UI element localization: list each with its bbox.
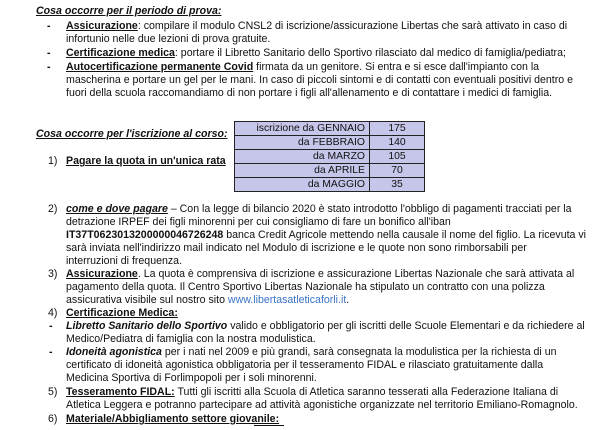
trial-insurance-title: Assicurazione xyxy=(66,20,138,32)
iban-value: IT37T0623013200000046726248 xyxy=(66,229,224,241)
table-row xyxy=(235,178,425,192)
idoneita-line2: certificato di idoneità agonistica obbligatoria per il tesseramento FIDAL e rilasciato gratuitamente dalla xyxy=(66,359,544,371)
trial-medical-title: Certificazione medica xyxy=(66,47,175,59)
trial-covid-line2: mascherina e portare un gel per le mani. In caso di piccoli sintomi e di contatti con eventuali positivi dentro e xyxy=(66,74,574,86)
trial-insurance-line2: infortunio nelle due lezioni di prova gratuite. xyxy=(66,33,271,45)
table-row xyxy=(235,164,425,178)
idoneita-title: Idoneità agonistica xyxy=(66,346,162,358)
fidal-title: Tesseramento FIDAL: xyxy=(66,386,175,398)
materials-title: Materiale/Abbigliamento settore giovanile: xyxy=(66,413,280,425)
section-heading-trial: Cosa occorre per il periodo di prova: xyxy=(36,5,222,17)
table-row xyxy=(235,122,425,136)
libretto-line2: Medico/Pediatra di famiglia con la nostra modulistica. xyxy=(66,333,316,345)
trial-covid-line: Autocertificazione permanente Covid firmata da un genitore. Si entra e si esce dall'impianto con la xyxy=(66,61,540,73)
bullet-dash: - xyxy=(47,20,51,32)
fee-month: iscrizione da GENNAIO xyxy=(235,122,370,136)
bullet-dash: - xyxy=(47,47,51,59)
libretto-line1: Libretto Sanitario dello Sportivo valido e obbligatorio per gli iscritti delle Scuole Elementari e da richiedere al xyxy=(66,320,585,332)
payment-line4: sarà inviata nell'indirizzo mail indicato nel Modulo di iscrizione e le quote non sono rimborsabili per xyxy=(66,242,527,254)
fidal-line2: Atletica Leggera e potranno partecipare ad attività agonistiche organizzate nel territorio Emiliano-Romagnolo. xyxy=(66,399,578,411)
bullet-dash: - xyxy=(47,61,51,73)
item-number: 1) xyxy=(48,155,58,167)
fee-amount: 140 xyxy=(370,136,425,150)
idoneita-line3: Medicina Sportiva di Forlimpopoli per i soli minorenni. xyxy=(66,372,317,384)
item-number: 4) xyxy=(48,307,58,319)
fidal-line1: Tesseramento FIDAL: Tutti gli iscritti alla Scuola di Atletica saranno tesserati alla Federazione Italiana di xyxy=(66,386,559,398)
item-number: 6) xyxy=(48,413,58,425)
fee-month: da APRILE xyxy=(235,164,370,178)
libretto-title: Libretto Sanitario dello Sportivo xyxy=(66,320,228,332)
table-row xyxy=(235,136,425,150)
payment-line5: interruzioni di frequenza. xyxy=(66,255,183,267)
payment-line1: come e dove pagare – Con la legge di bilancio 2020 è stato introdotto l'obbligo di pagamenti tracciati per la xyxy=(66,203,572,215)
fee-month: da MAGGIO xyxy=(235,178,370,192)
insurance-title: Assicurazione xyxy=(66,268,138,280)
trial-covid-line3: fuori della scuola raccomandiamo di non portare i figli all'allenamento e di contattare i medici di famiglia. xyxy=(66,87,553,99)
fee-month: da FEBBRAIO xyxy=(235,136,370,150)
fee-amount: 70 xyxy=(370,164,425,178)
insurance-line3: assicurativa visibile sul nostro sito www.libertasatleticaforli.it. xyxy=(66,294,350,306)
table-row xyxy=(235,150,425,164)
underline-extension xyxy=(254,425,284,426)
trial-medical-line: Certificazione medica: portare il Libretto Sanitario dello Sportivo rilasciato dal medico di famiglia/pediatra; xyxy=(66,47,566,59)
insurance-line1: Assicurazione. La quota è comprensiva di iscrizione e assicurazione Libertas Nazionale che sarà attivata al xyxy=(66,268,575,280)
pay-single-installment: Pagare la quota in un'unica rata xyxy=(66,155,226,167)
insurance-line2: pagamento della quota. Il Centro Sportivo Libertas Nazionale ha stipulato un contratto con una polizza xyxy=(66,281,545,293)
bullet-dash: - xyxy=(49,346,53,358)
bullet-dash: - xyxy=(49,320,53,332)
medical-certification-title: Certificazione Medica: xyxy=(66,307,178,319)
website-link[interactable]: www.libertasatleticaforli.it xyxy=(227,294,347,306)
idoneita-line1: Idoneità agonistica per i nati nel 2009 e più grandi, sarà consegnata la modulistica per la richiesta di un xyxy=(66,346,557,358)
fee-table xyxy=(234,121,425,192)
item-number: 3) xyxy=(48,268,58,280)
section-heading-enrollment: Cosa occorre per l'iscrizione al corso: xyxy=(36,128,228,140)
payment-line3: IT37T0623013200000046726248 banca Credit Agricole mettendo nella causale il nome del figlio. La ricevuta vi xyxy=(66,229,587,241)
item-number: 2) xyxy=(48,203,58,215)
trial-insurance-line: Assicurazione: compilare il modulo CNSL2 di iscrizione/assicurazione Libertas che sarà attivato in caso di xyxy=(66,20,568,32)
fee-amount: 175 xyxy=(370,122,425,136)
payment-title: come e dove pagare xyxy=(66,203,168,215)
fee-month: da MARZO xyxy=(235,150,370,164)
item-number: 5) xyxy=(48,386,58,398)
payment-line2: detrazione IRPEF dei figli minorenni per cui consigliamo di fare un bonifico all'iban xyxy=(66,216,451,228)
trial-covid-title: Autocertificazione permanente Covid xyxy=(66,61,254,73)
fee-amount: 105 xyxy=(370,150,425,164)
fee-amount: 35 xyxy=(370,178,425,192)
